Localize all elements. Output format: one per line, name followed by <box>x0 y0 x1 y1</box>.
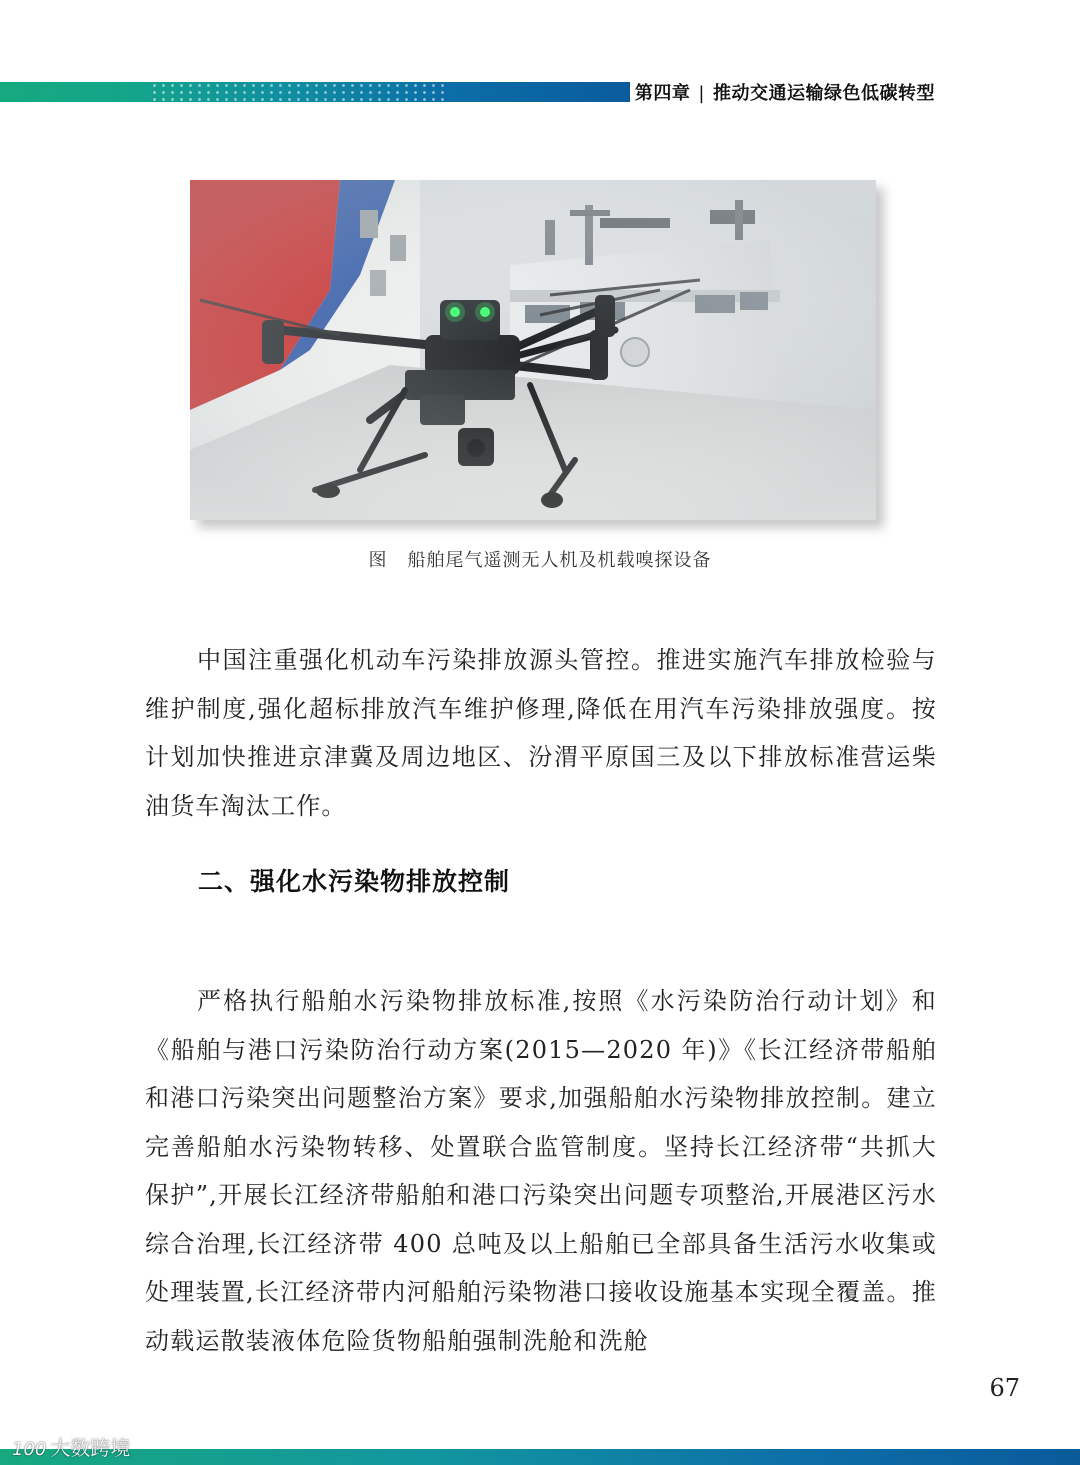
drone-photo-illustration <box>190 180 876 520</box>
figure-label: 图 <box>368 550 388 571</box>
footer-color-band <box>0 1449 1080 1465</box>
header-separator: | <box>698 83 705 104</box>
section-heading: 二、强化水污染物排放控制 <box>198 867 511 896</box>
figure-caption <box>0 546 1080 572</box>
page-number: 67 <box>989 1374 1020 1402</box>
chapter-title: 推动交通运输绿色低碳转型 <box>713 83 935 104</box>
body-paragraph-vehicle-emissions: 中国注重强化机动车污染排放源头管控。推进实施汽车排放检验与维护制度,强化超标排放汽车维护修理,降低在用汽车污染排放强度。按计划加快推进京津冀及周边地区、汾渭平原国三及以下排放标准营运柴油货车淘汰工作。 <box>145 646 937 820</box>
watermark <box>12 1432 130 1461</box>
body-paragraph-water-pollution: 严格执行船舶水污染物排放标准,按照《水污染防治行动计划》和《船舶与港口污染防治行动方案(2015—2020 年)》《长江经济带船舶和港口污染突出问题整治方案》要求,加强船舶水污染物排放控制。建立完善船舶水污染物转移、处置联合监管制度。坚持长江经济带“共抓大保护”,开展长江经济带船舶和港口污染突出问题专项整治,开展港区污水综合治理,长江经济带 400 总吨及以上船舶已全部具备生活污水收集或处理装置,长江经济带内河船舶污染物港口接收设施基本实现全覆盖。推动载运散装液体危险货物船舶强制洗舱和洗舱 <box>145 987 937 1355</box>
watermark-logo: 100 <box>12 1439 47 1460</box>
header-dot-pattern <box>150 82 450 102</box>
figure-photo <box>190 180 876 520</box>
watermark-text: 大数跨境 <box>50 1436 131 1460</box>
running-header <box>635 79 935 105</box>
chapter-number: 第四章 <box>634 83 691 104</box>
figure-caption-text: 船舶尾气遥测无人机及机载嗅探设备 <box>407 550 712 571</box>
